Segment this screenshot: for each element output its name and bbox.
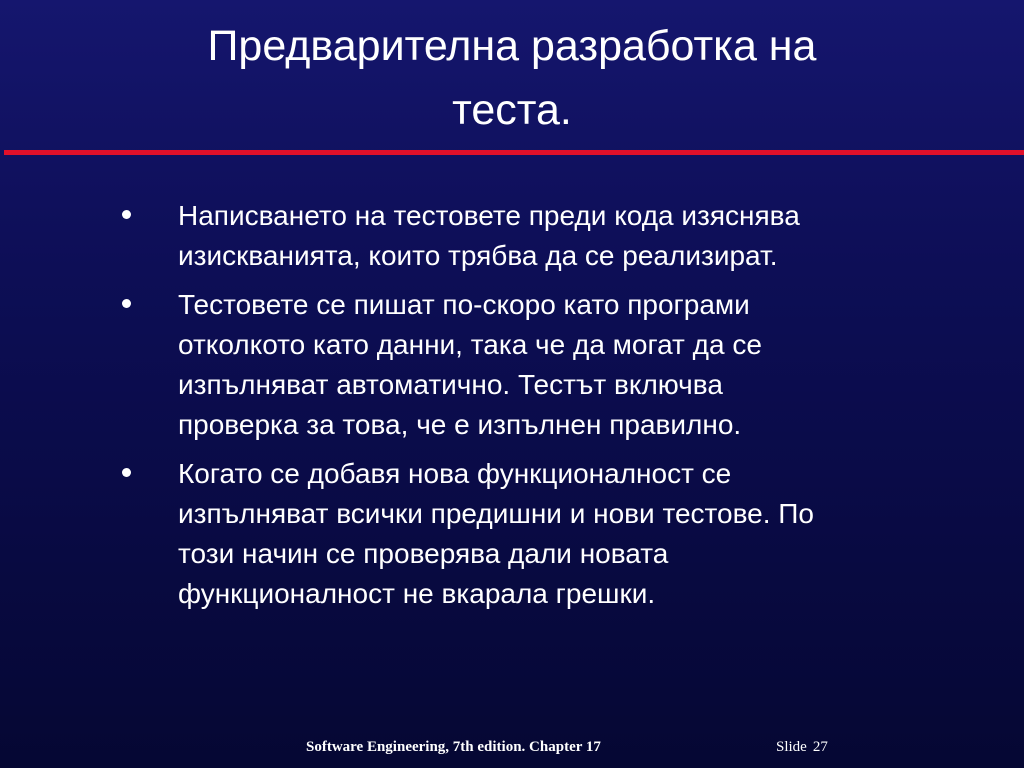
bullet-text-line: Тестовете се пишат по-скоро като програми bbox=[178, 289, 750, 320]
footer-book-title: Software Engineering, 7th edition. Chapter 17 bbox=[306, 739, 601, 755]
title-divider bbox=[4, 150, 1024, 155]
slide-title bbox=[0, 14, 1024, 142]
bullet-dot-icon bbox=[122, 468, 131, 477]
bullet-list bbox=[118, 196, 978, 623]
bullet-text-line: функционалност не вкарала грешки. bbox=[178, 578, 656, 609]
footer-slide-label: Slide bbox=[776, 739, 807, 755]
footer-slide-num: 27 bbox=[812, 739, 828, 755]
slide-title-line-1: Предварителна разработка на bbox=[207, 22, 817, 70]
bullet-text-line: Написването на тестовете преди кода изяснява bbox=[178, 200, 800, 231]
slide-title-line-2: теста. bbox=[452, 86, 572, 134]
footer-slide-number bbox=[776, 739, 828, 756]
bullet-dot-icon bbox=[122, 299, 131, 308]
bullet-text-line: проверка за това, че е изпълнен правилно. bbox=[178, 409, 742, 440]
bullet-text-line: изпълняват автоматично. Тестът включва bbox=[178, 369, 723, 400]
bullet-item-3 bbox=[118, 454, 978, 614]
bullet-dot-icon bbox=[122, 210, 131, 219]
bullet-item-1 bbox=[118, 196, 978, 276]
bullet-text-line: Когато се добавя нова функционалност се bbox=[178, 458, 732, 489]
bullet-text-line: този начин се проверява дали новата bbox=[178, 538, 669, 569]
bullet-text-line: изискванията, които трябва да се реализират. bbox=[178, 240, 778, 271]
bullet-item-2 bbox=[118, 285, 978, 445]
bullet-text-line: изпълняват всички предишни и нови тестове. По bbox=[178, 498, 815, 529]
bullet-text-line: отколкото като данни, така че да могат да се bbox=[178, 329, 762, 360]
